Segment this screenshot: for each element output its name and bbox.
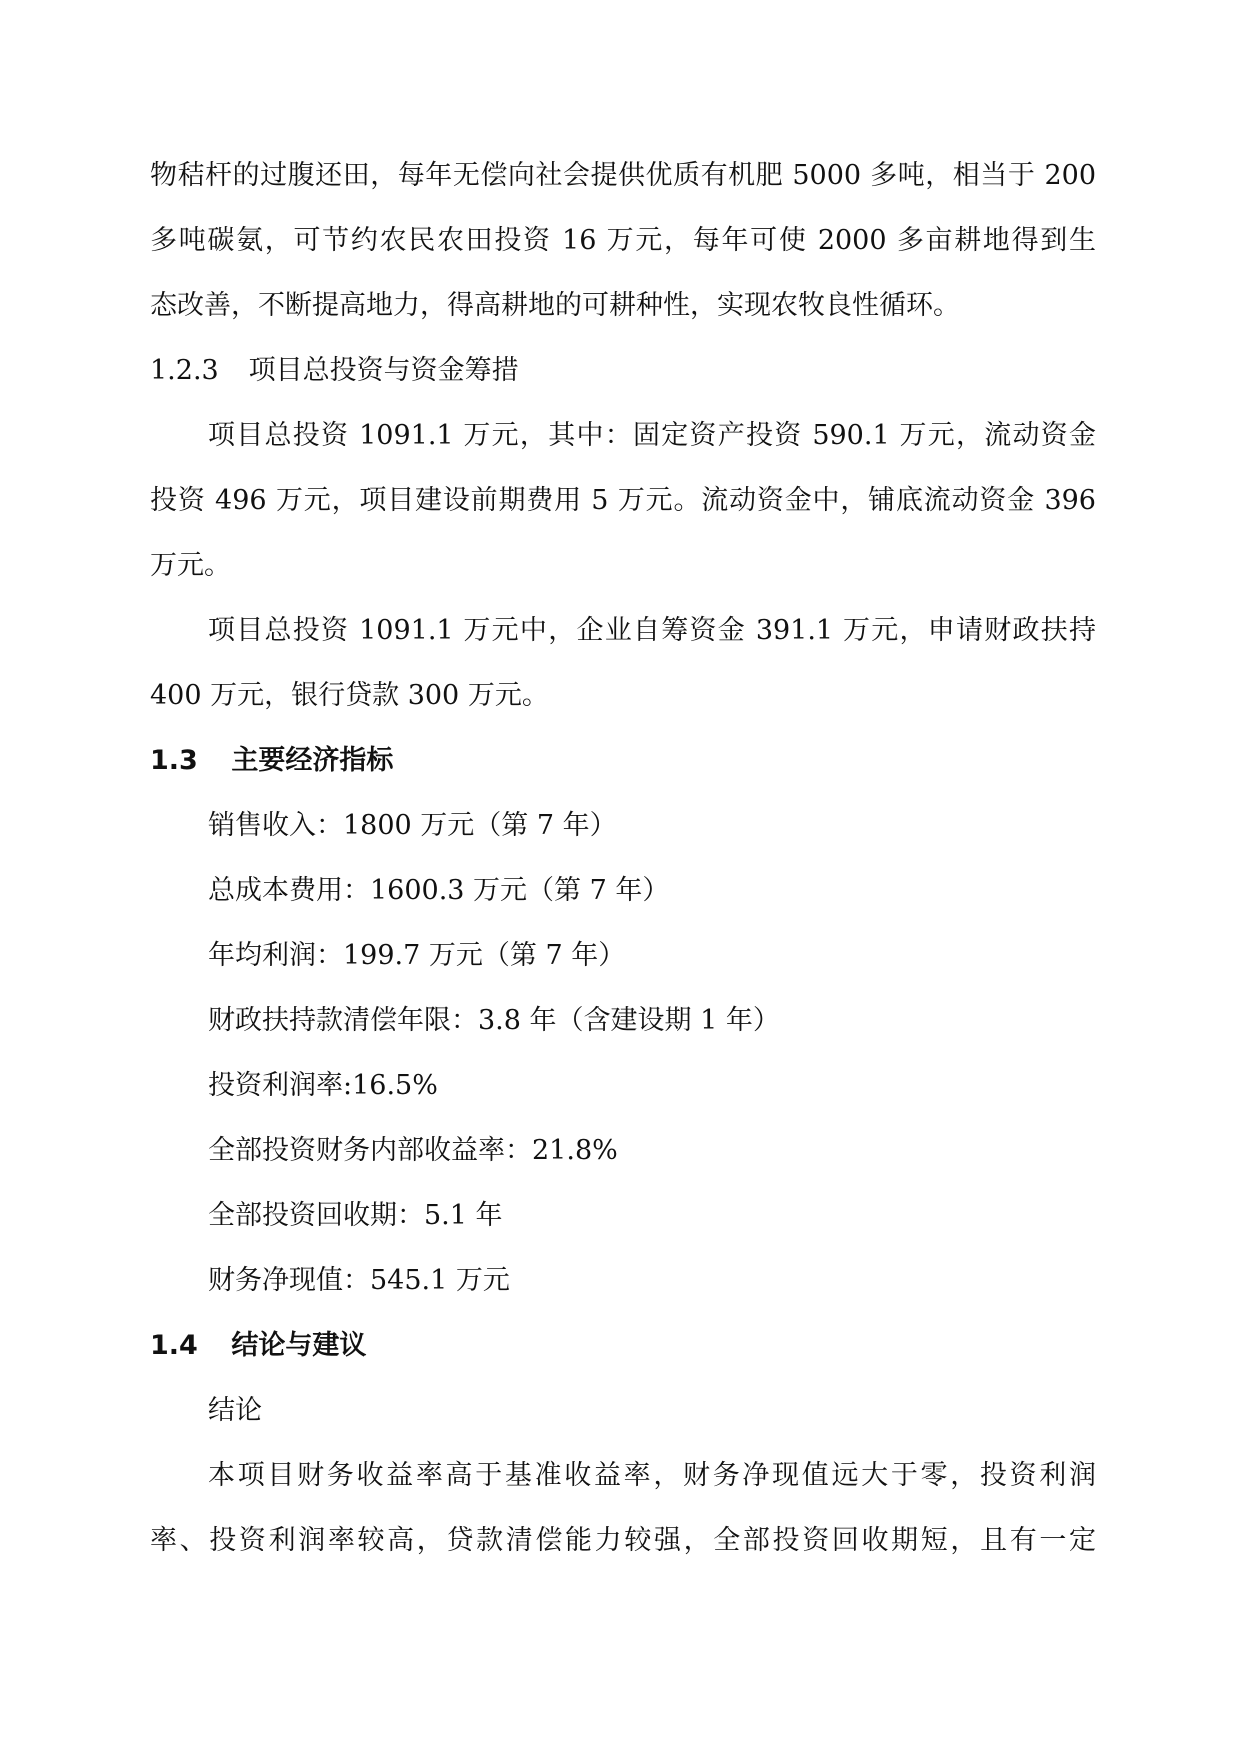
conclusion-line-2: 率、投资利润率较高，贷款清偿能力较强，全部投资回收期短，且有一定 (150, 1525, 1096, 1556)
section-heading-1-3 (150, 741, 1096, 806)
section-number: 1.4 (150, 1330, 198, 1361)
intro-line-1: 物秸杆的过腹还田，每年无偿向社会提供优质有机肥 5000 多吨，相当于 200 (150, 160, 1096, 191)
section-title: 项目总投资与资金筹措 (248, 355, 519, 386)
investment-para2-line-2: 400 万元，银行贷款 300 万元。 (150, 680, 549, 711)
investment-para1-line-1: 项目总投资 1091.1 万元，其中：固定资产投资 590.1 万元，流动资金 (208, 420, 1096, 451)
intro-line-2: 多吨碳氨，可节约农民农田投资 16 万元，每年可使 2000 多亩耕地得到生 (150, 225, 1096, 256)
indicator-item: 年均利润：199.7 万元（第 7 年） (208, 940, 626, 971)
indicator-item: 全部投资回收期：5.1 年 (208, 1200, 503, 1231)
indicator-item: 财务净现值：545.1 万元 (208, 1265, 510, 1296)
investment-para2-line-1: 项目总投资 1091.1 万元中，企业自筹资金 391.1 万元，申请财政扶持 (208, 615, 1096, 646)
section-number: 1.3 (150, 745, 198, 776)
indicator-item: 投资利润率:16.5% (208, 1070, 438, 1101)
section-heading-1-2-3 (150, 351, 1096, 416)
investment-para1-line-3: 万元。 (150, 550, 231, 581)
indicator-item: 全部投资财务内部收益率：21.8% (208, 1135, 618, 1166)
section-heading-1-4 (150, 1326, 1096, 1391)
document-page (150, 156, 1096, 1586)
section-title: 主要经济指标 (231, 745, 394, 776)
conclusion-subheading: 结论 (208, 1395, 262, 1426)
indicator-item: 销售收入：1800 万元（第 7 年） (208, 810, 617, 841)
indicator-item: 财政扶持款清偿年限：3.8 年（含建设期 1 年） (208, 1005, 780, 1036)
intro-line-3: 态改善，不断提高地力，得高耕地的可耕种性，实现农牧良性循环。 (150, 290, 960, 321)
investment-para1-line-2: 投资 496 万元，项目建设前期费用 5 万元。流动资金中，铺底流动资金 396 (150, 485, 1096, 516)
conclusion-line-1: 本项目财务收益率高于基准收益率，财务净现值远大于零，投资利润 (208, 1460, 1096, 1491)
indicator-item: 总成本费用：1600.3 万元（第 7 年） (208, 875, 670, 906)
section-number: 1.2.3 (150, 355, 219, 386)
section-title: 结论与建议 (231, 1330, 367, 1361)
